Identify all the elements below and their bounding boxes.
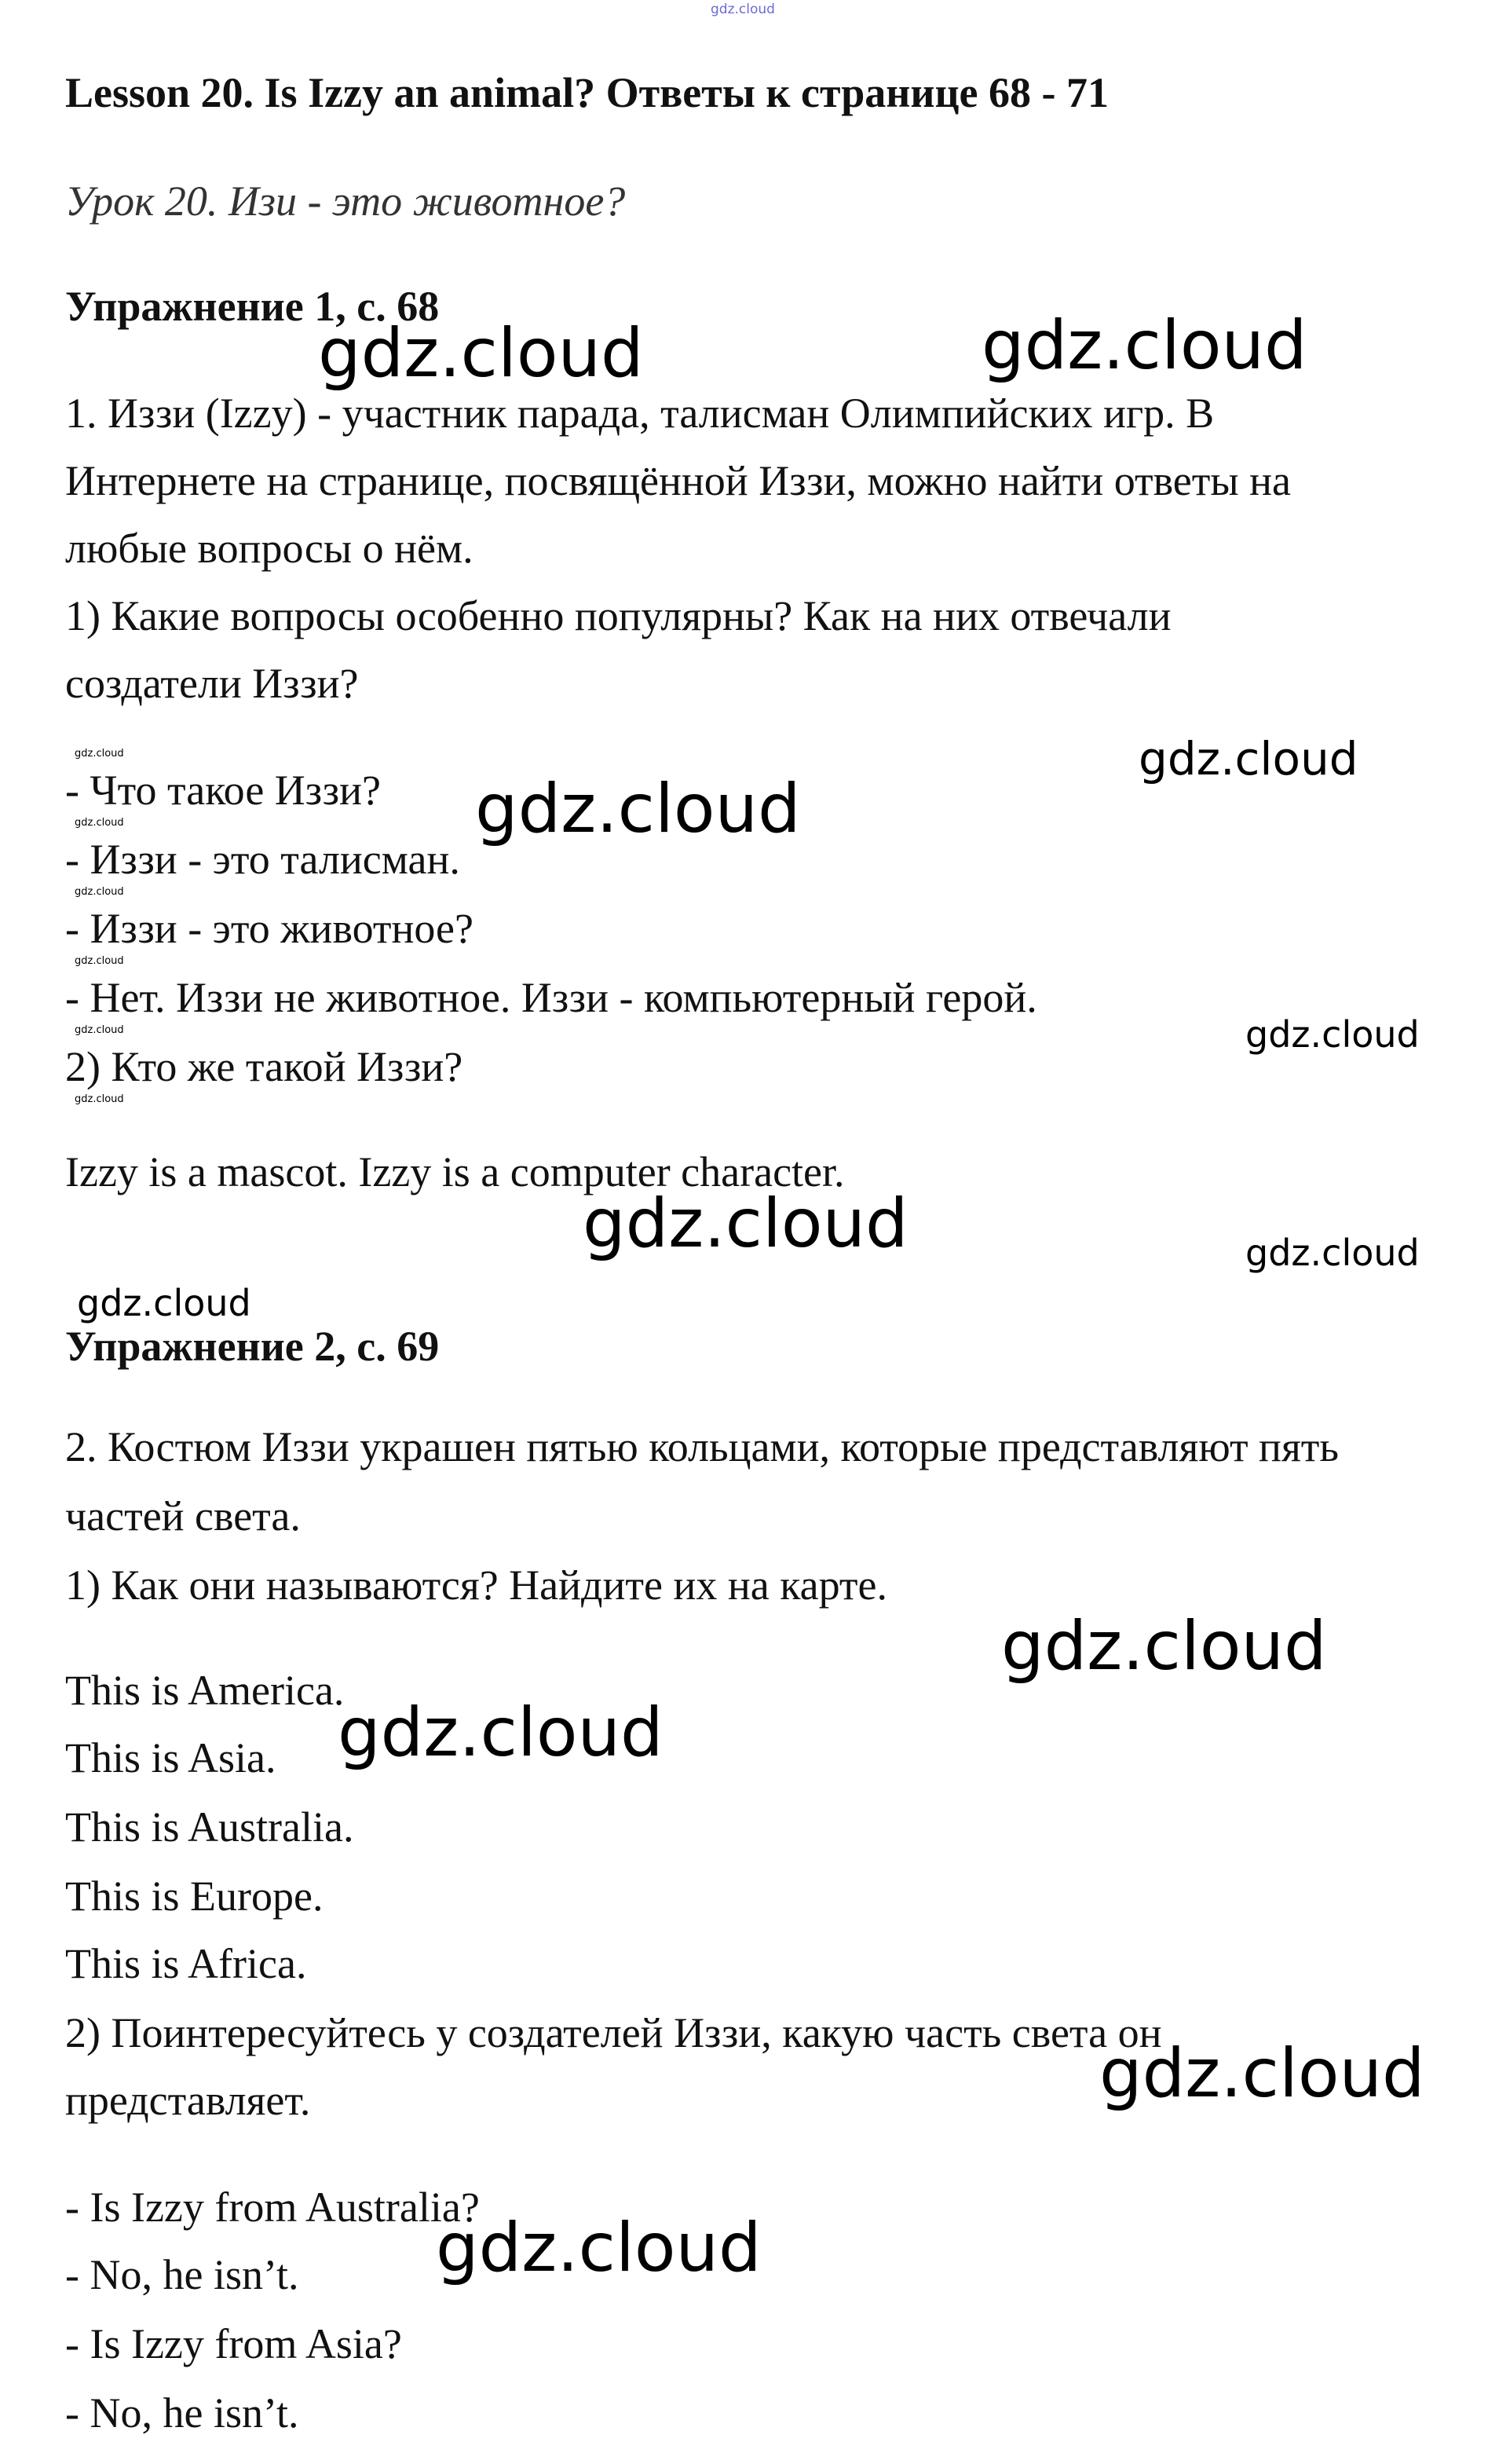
dialog-line: - Иззи - это животное? bbox=[65, 905, 473, 952]
exercise-1-task-line: любые вопросы о нём. bbox=[65, 525, 473, 572]
watermark-tiny: gdz.cloud bbox=[75, 886, 124, 898]
answer-line: This is Europe. bbox=[65, 1873, 324, 1920]
watermark: gdz.cloud bbox=[338, 1693, 664, 1772]
exercise-1-question-2: 2) Кто же такой Иззи? bbox=[65, 1043, 463, 1090]
exercise-2-question-1: 1) Как они называются? Найдите их на карте. bbox=[65, 1562, 887, 1609]
dialog-line: - Что такое Иззи? bbox=[65, 767, 381, 814]
watermark: gdz.cloud bbox=[475, 770, 801, 848]
dialog-line: - Нет. Иззи не животное. Иззи - компьютерный герой. bbox=[65, 974, 1037, 1021]
exercise-2-heading: Упражнение 2, с. 69 bbox=[65, 1323, 440, 1370]
watermark: gdz.cloud bbox=[1099, 2034, 1425, 2113]
exercise-1-task-line: 1. Иззи (Izzy) - участник парада, талисман Олимпийских игр. В bbox=[65, 390, 1215, 437]
watermark-tiny: gdz.cloud bbox=[75, 748, 124, 760]
page-subtitle: Урок 20. Изи - это животное? bbox=[65, 178, 626, 225]
watermark: gdz.cloud bbox=[77, 1282, 251, 1324]
exercise-2-question-2-line: представляет. bbox=[65, 2077, 311, 2124]
exercise-2-task-line: частей света. bbox=[65, 1492, 301, 1540]
answer-line: This is Africa. bbox=[65, 1940, 307, 1987]
dialog-line: - Is Izzy from Asia? bbox=[65, 2320, 402, 2367]
watermark-tiny: gdz.cloud bbox=[75, 955, 124, 967]
dialog-line: - Is Izzy from Australia? bbox=[65, 2184, 480, 2231]
watermark: gdz.cloud bbox=[436, 2209, 762, 2287]
watermark: gdz.cloud bbox=[318, 314, 644, 393]
exercise-2-question-2-line: 2) Поинтересуйтесь у создателей Иззи, какую часть света он bbox=[65, 2009, 1162, 2056]
watermark: gdz.cloud bbox=[982, 306, 1307, 385]
exercise-2-task-line: 2. Костюм Иззи украшен пятью кольцами, которые представляют пять bbox=[65, 1423, 1340, 1470]
dialog-line: - No, he isn’t. bbox=[65, 2251, 299, 2298]
watermark: gdz.cloud bbox=[1139, 732, 1358, 785]
exercise-1-question-line: создатели Иззи? bbox=[65, 660, 359, 707]
watermark: gdz.cloud bbox=[1001, 1607, 1327, 1686]
exercise-1-question-line: 1) Какие вопросы особенно популярны? Как на них отвечали bbox=[65, 592, 1172, 639]
exercise-1-task-line: Интернете на странице, посвящённой Иззи, можно найти ответы на bbox=[65, 457, 1291, 504]
watermark: gdz.cloud bbox=[1245, 1232, 1420, 1274]
watermark-tiny: gdz.cloud bbox=[75, 1024, 124, 1036]
dialog-line: - No, he isn’t. bbox=[65, 2389, 299, 2437]
answer-line: This is America. bbox=[65, 1667, 345, 1714]
watermark: gdz.cloud bbox=[1245, 1013, 1420, 1056]
exercise-1-answer: Izzy is a mascot. Izzy is a computer character. bbox=[65, 1148, 845, 1195]
answer-line: This is Australia. bbox=[65, 1803, 354, 1851]
exercise-1-heading: Упражнение 1, с. 68 bbox=[65, 283, 440, 330]
watermark-top: gdz.cloud bbox=[711, 2, 775, 17]
watermark-tiny: gdz.cloud bbox=[75, 817, 124, 829]
watermark: gdz.cloud bbox=[583, 1184, 909, 1263]
dialog-line: - Иззи - это талисман. bbox=[65, 836, 460, 883]
watermark-tiny: gdz.cloud bbox=[75, 1093, 124, 1105]
answer-line: This is Asia. bbox=[65, 1734, 276, 1781]
page-title: Lesson 20. Is Izzy an animal? Ответы к странице 68 - 71 bbox=[65, 69, 1110, 116]
